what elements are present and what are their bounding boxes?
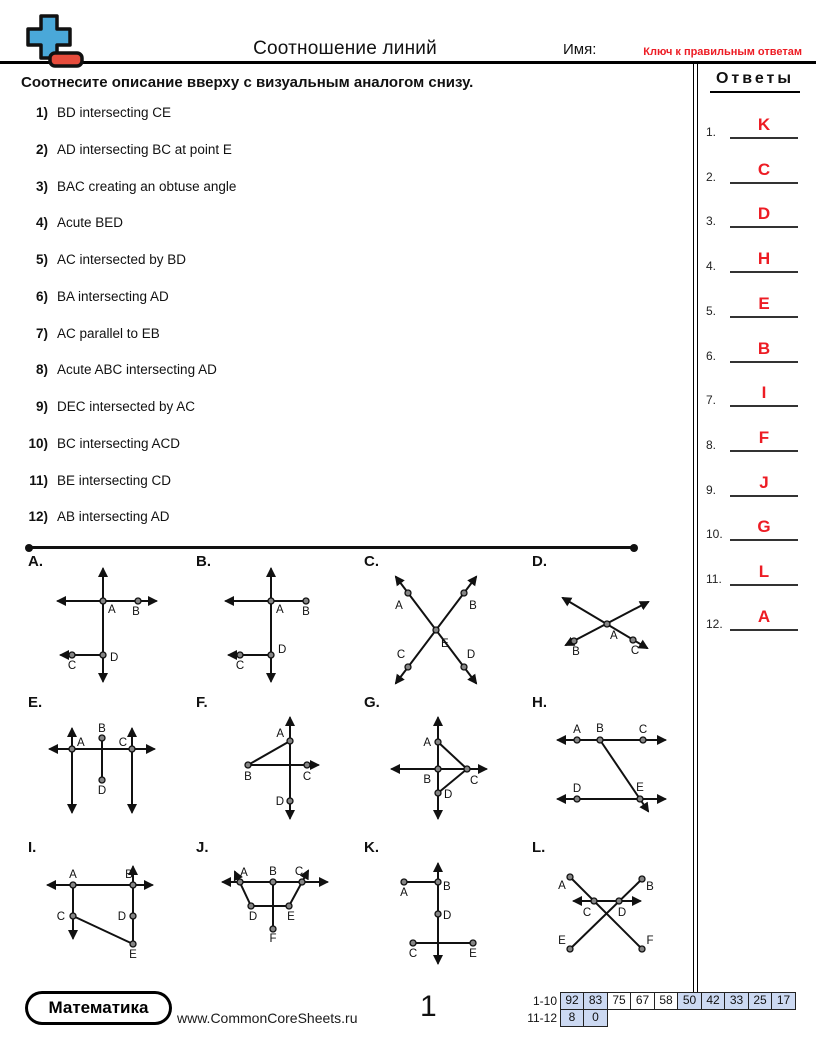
answer-blank[interactable] — [730, 471, 798, 497]
answer-row-12 — [704, 604, 804, 631]
svg-text:C: C — [638, 724, 648, 736]
svg-text:D: D — [443, 910, 452, 922]
score-cell: 83 — [583, 992, 608, 1010]
question-item-10 — [16, 435, 180, 452]
answer-number: 6. — [706, 349, 717, 363]
score-cell: 8 — [560, 1009, 585, 1027]
diagram-i-figure — [28, 839, 193, 981]
svg-text:E: E — [469, 948, 477, 960]
answer-row-5 — [704, 291, 804, 318]
diagram-j-figure — [196, 839, 361, 981]
score-cell: 42 — [701, 992, 726, 1010]
svg-text:C: C — [56, 911, 65, 923]
answer-letter: C — [757, 160, 771, 179]
svg-text:D: D — [110, 652, 119, 664]
score-row-label: 11-12 — [527, 1010, 557, 1025]
svg-text:C: C — [294, 866, 304, 878]
score-cell: 92 — [560, 992, 585, 1010]
question-text: AB intersecting AD — [57, 509, 170, 524]
question-text: AC parallel to EB — [57, 326, 160, 341]
question-item-9 — [16, 398, 195, 415]
answer-letter: E — [758, 294, 770, 313]
page-number: 1 — [420, 990, 437, 1023]
answer-number: 11. — [706, 572, 722, 586]
svg-text:D: D — [117, 911, 126, 923]
question-item-3 — [16, 178, 236, 195]
svg-text:E: E — [441, 638, 449, 650]
svg-text:C: C — [630, 645, 640, 657]
svg-text:E: E — [287, 911, 295, 923]
svg-text:E: E — [558, 935, 566, 947]
svg-text:C: C — [396, 649, 406, 661]
score-cell: 25 — [748, 992, 773, 1010]
score-cell: 0 — [583, 1009, 608, 1027]
diagram-c-figure — [364, 553, 529, 695]
diagram-c — [364, 553, 529, 695]
svg-text:A: A — [276, 728, 284, 740]
page-title: Соотношение линий — [253, 38, 437, 59]
diagram-g-figure — [364, 694, 529, 836]
answer-number: 12. — [706, 617, 723, 631]
question-number: 11) — [29, 473, 48, 488]
diagram-letter: B. — [196, 553, 211, 570]
svg-text:B: B — [423, 774, 431, 786]
score-cell: 17 — [771, 992, 796, 1010]
answer-key-label: Ключ к правильным ответам — [643, 46, 802, 58]
answer-row-8 — [704, 425, 804, 452]
divider-dot — [25, 544, 33, 552]
diagram-letter: A. — [28, 553, 43, 570]
svg-text:B: B — [125, 869, 133, 881]
question-text: AD intersecting BC at point E — [57, 142, 232, 157]
question-item-12 — [16, 508, 170, 525]
answer-letter: F — [758, 428, 770, 447]
name-label: Имя: — [563, 41, 597, 58]
score-cell: 50 — [677, 992, 702, 1010]
answer-blank[interactable] — [730, 426, 798, 452]
diagram-h-figure — [532, 694, 697, 836]
svg-text:C: C — [118, 737, 127, 749]
plus-minus-logo-icon — [20, 12, 88, 70]
answer-number: 1. — [706, 125, 717, 139]
question-text: BA intersecting AD — [57, 289, 169, 304]
brand-badge — [25, 991, 172, 1025]
svg-text:B: B — [469, 600, 477, 612]
diagram-j — [196, 839, 361, 981]
diagram-h — [532, 694, 697, 836]
svg-text:E: E — [129, 949, 137, 961]
question-item-8 — [16, 361, 217, 378]
answer-number: 9. — [706, 483, 717, 497]
answer-row-3 — [704, 201, 804, 228]
svg-text:C: C — [408, 948, 418, 960]
svg-text:A: A — [395, 600, 403, 612]
diagram-d-figure — [532, 553, 697, 695]
diagram-letter: I. — [28, 839, 37, 856]
diagram-a — [28, 553, 193, 695]
score-cell: 67 — [630, 992, 655, 1010]
diagram-e — [28, 694, 193, 836]
svg-text:D: D — [248, 911, 258, 923]
answer-number: 7. — [706, 393, 717, 407]
answer-row-9 — [704, 470, 804, 497]
svg-text:C: C — [302, 771, 312, 783]
answer-row-11 — [704, 559, 804, 586]
answer-letter: J — [759, 473, 769, 492]
diagram-b — [196, 553, 361, 695]
svg-text:D: D — [275, 796, 284, 808]
diagram-d — [532, 553, 697, 695]
answers-header: Ответы — [710, 70, 800, 93]
svg-text:D: D — [466, 649, 476, 661]
diagram-l — [532, 839, 697, 981]
answer-blank[interactable] — [730, 158, 798, 184]
svg-text:C: C — [470, 775, 479, 787]
diagram-letter: J. — [196, 839, 209, 856]
diagram-letter: G. — [364, 694, 380, 711]
diagram-b-figure — [196, 553, 361, 695]
svg-text:D: D — [444, 789, 453, 801]
question-item-4 — [16, 214, 123, 231]
answer-blank[interactable] — [730, 605, 798, 631]
question-number: 1) — [35, 105, 48, 120]
question-text: BD intersecting CE — [57, 105, 172, 120]
diagram-k-figure — [364, 839, 529, 981]
answer-row-10 — [704, 514, 804, 541]
question-number: 4) — [35, 215, 48, 230]
diagram-letter: D. — [532, 553, 547, 570]
score-row-2 — [511, 1009, 608, 1027]
svg-text:F: F — [646, 935, 654, 947]
answer-letter: H — [757, 249, 771, 268]
answer-letter: B — [757, 339, 771, 358]
question-text: BE intersecting CD — [57, 473, 172, 488]
answer-blank[interactable] — [730, 113, 798, 139]
question-item-11 — [16, 472, 171, 489]
answer-row-2 — [704, 157, 804, 184]
answer-letter: D — [757, 204, 771, 223]
score-cell: 58 — [654, 992, 679, 1010]
svg-text:B: B — [596, 723, 604, 735]
question-number: 3) — [35, 179, 48, 194]
svg-text:F: F — [269, 933, 277, 945]
diagram-letter: H. — [532, 694, 547, 711]
svg-text:E: E — [636, 782, 644, 794]
svg-text:B: B — [132, 606, 140, 618]
answer-letter: G — [757, 517, 771, 536]
diagram-letter: L. — [532, 839, 546, 856]
svg-text:D: D — [572, 783, 582, 795]
answer-blank[interactable] — [730, 381, 798, 407]
svg-text:B: B — [244, 771, 252, 783]
question-text: Acute BED — [57, 215, 124, 230]
question-number: 8) — [35, 362, 48, 377]
diagram-g — [364, 694, 529, 836]
question-number: 2) — [35, 142, 48, 157]
answer-row-7 — [704, 380, 804, 407]
question-number: 12) — [28, 509, 48, 524]
answer-letter: A — [757, 607, 771, 626]
question-text: AC intersected by BD — [57, 252, 187, 267]
diagram-i — [28, 839, 193, 981]
svg-text:A: A — [610, 630, 618, 642]
svg-text:D: D — [278, 644, 287, 656]
instruction-text: Соотнесите описание вверху с визуальным аналогом снизу. — [21, 74, 474, 91]
question-number: 6) — [35, 289, 48, 304]
answer-blank[interactable] — [730, 247, 798, 273]
score-row-label: 1-10 — [532, 994, 557, 1008]
svg-text:B: B — [269, 866, 277, 878]
brand-label: Математика — [28, 994, 169, 1022]
svg-text:A: A — [400, 887, 408, 899]
answer-number: 4. — [706, 259, 717, 273]
answer-number: 8. — [706, 438, 717, 452]
svg-text:A: A — [276, 604, 284, 616]
answer-row-6 — [704, 336, 804, 363]
answer-blank[interactable] — [730, 337, 798, 363]
svg-text:C: C — [235, 660, 245, 672]
answer-number: 3. — [706, 214, 717, 228]
svg-text:C: C — [67, 660, 77, 672]
diagram-f-figure — [196, 694, 361, 836]
header-divider — [0, 61, 816, 64]
answer-letter: I — [761, 383, 767, 402]
question-text: Acute ABC intersecting AD — [57, 362, 217, 377]
svg-text:B: B — [646, 881, 654, 893]
question-item-1 — [16, 104, 171, 121]
question-number: 9) — [35, 399, 48, 414]
svg-text:A: A — [108, 604, 116, 616]
diagram-e-figure — [28, 694, 193, 836]
answer-letter: K — [757, 115, 771, 134]
answer-row-4 — [704, 246, 804, 273]
question-item-2 — [16, 141, 232, 158]
diagram-letter: E. — [28, 694, 43, 711]
question-item-6 — [16, 288, 169, 305]
score-cell: 33 — [724, 992, 749, 1010]
svg-text:C: C — [582, 907, 592, 919]
answer-blank[interactable] — [730, 560, 798, 586]
score-cell: 75 — [607, 992, 632, 1010]
answer-number: 10. — [706, 527, 723, 541]
svg-text:B: B — [302, 606, 310, 618]
svg-text:A: A — [423, 737, 431, 749]
section-divider — [28, 546, 635, 549]
question-text: BC intersecting ACD — [57, 436, 181, 451]
svg-text:B: B — [572, 646, 580, 658]
diagram-letter: K. — [364, 839, 379, 856]
diagram-a-figure — [28, 553, 193, 695]
answer-number: 5. — [706, 304, 717, 318]
answer-blank[interactable] — [730, 292, 798, 318]
question-item-5 — [16, 251, 186, 268]
score-row-1 — [511, 992, 796, 1010]
question-number: 10) — [28, 436, 48, 451]
answer-blank[interactable] — [730, 515, 798, 541]
diagram-letter: F. — [196, 694, 208, 711]
svg-text:B: B — [98, 723, 106, 735]
question-number: 5) — [35, 252, 48, 267]
site-url: www.CommonCoreSheets.ru — [177, 1010, 358, 1026]
answer-blank[interactable] — [730, 202, 798, 228]
diagram-f — [196, 694, 361, 836]
svg-text:A: A — [240, 867, 248, 879]
diagram-letter: C. — [364, 553, 379, 570]
question-text: BAC creating an obtuse angle — [57, 179, 237, 194]
svg-text:A: A — [77, 737, 85, 749]
diagram-k — [364, 839, 529, 981]
answer-number: 2. — [706, 170, 717, 184]
question-item-7 — [16, 325, 160, 342]
svg-text:B: B — [443, 881, 451, 893]
answer-letter: L — [758, 562, 770, 581]
svg-text:A: A — [558, 880, 566, 892]
question-text: DEC intersected by AC — [57, 399, 196, 414]
svg-text:A: A — [573, 724, 581, 736]
svg-text:D: D — [617, 907, 627, 919]
svg-text:D: D — [97, 785, 107, 797]
answer-row-1 — [704, 112, 804, 139]
diagram-l-figure — [532, 839, 697, 981]
question-number: 7) — [35, 326, 48, 341]
svg-text:A: A — [69, 869, 77, 881]
divider-dot — [630, 544, 638, 552]
